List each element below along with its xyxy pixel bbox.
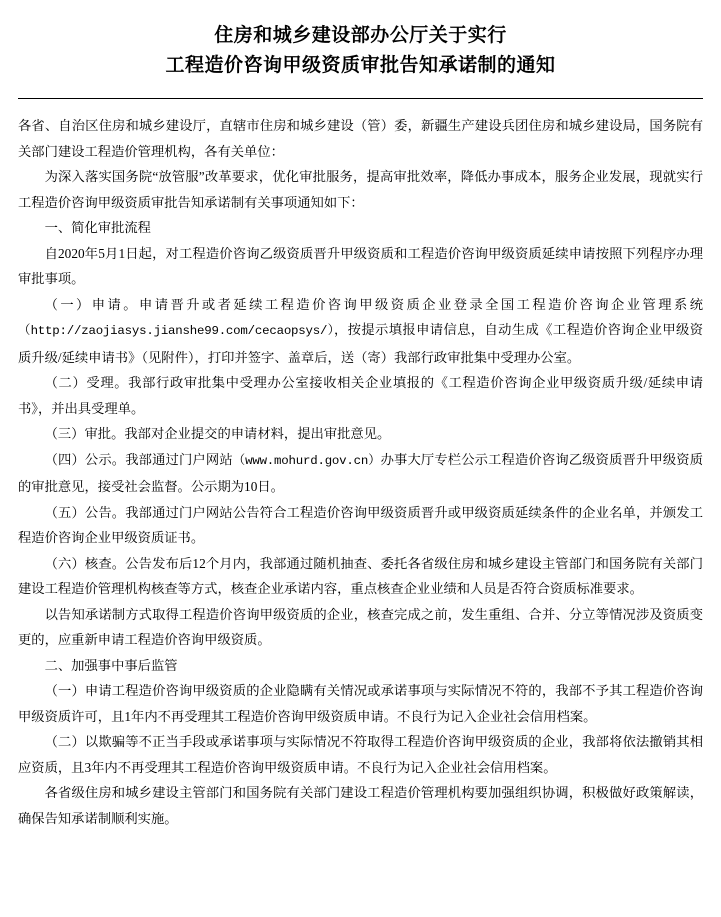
item-4-url: （www.mohurd.gov.cn） (232, 453, 381, 468)
heading-section-one: 一、简化审批流程 (44, 220, 151, 235)
paragraph-closing: 各省级住房和城乡建设主管部门和国务院有关部门建设工程造价管理机构要加强组织协调，积极做好政策解读，确保告知承诺制顺利实施。 (18, 785, 703, 826)
paragraph-item-6: （六）核查。公告发布后12个月内，我部通过随机抽查、委托各省级住房和城乡建设主管部门和国务院有关部门建设工程造价管理机构核查等方式，核查企业承诺内容，重点核查企业业绩和人员是否符合资质标准要求。 (18, 555, 703, 596)
item-4-text-after: 办事大厅专栏公示工程造价咨询乙级资质晋升甲级资质的审批意见，接受社会监督。公示期为10日。 (18, 451, 704, 494)
paragraph-item-1 (18, 292, 703, 371)
paragraph-item-5: （五）公告。我部通过门户网站公告符合工程造价咨询甲级资质晋升或甲级资质延续条件的企业名单，并颁发工程造价咨询企业甲级资质证书。 (18, 504, 703, 545)
page-title (18, 20, 703, 80)
paragraph-preamble: 为深入落实国务院“放管服”改革要求，优化审批服务，提高审批效率，降低办事成本，服务企业发展，现就实行工程造价咨询甲级资质审批告知承诺制有关事项通知如下： (18, 169, 703, 210)
paragraph-reorganization: 以告知承诺制方式取得工程造价咨询甲级资质的企业，核查完成之前，发生重组、合并、分立等情况涉及资质变更的，应重新申请工程造价咨询甲级资质。 (18, 606, 703, 647)
item-1-text-after: ，按提示填报申请信息，自动生成《工程造价咨询企业甲级资质升级/延续申请书》（见附件），打印并签字、盖章后，送（寄）我部行政审批集中受理办公室。 (18, 322, 704, 365)
title-divider (18, 98, 703, 99)
paragraph-section-two-item-1: （一）申请工程造价咨询甲级资质的企业隐瞒有关情况或承诺事项与实际情况不符的，我部不予其工程造价咨询甲级资质许可，且1年内不再受理其工程造价咨询甲级资质申请。不良行为记入企业社会信用档案。 (18, 683, 703, 724)
document-body (18, 113, 703, 831)
item-1-url: （http://zaojiasys.jianshe99.com/cecaopsys/） (18, 324, 334, 338)
item-4-text-before: （四）公示。我部通过门户网站 (44, 451, 233, 467)
paragraph-addressee: 各省、自治区住房和城乡建设厅，直辖市住房和城乡建设（管）委，新疆生产建设兵团住房和城乡建设局，国务院有关部门建设工程造价管理机构，各有关单位： (18, 118, 703, 159)
paragraph-item-2: （二）受理。我部行政审批集中受理办公室接收相关企业填报的《工程造价咨询企业甲级资质升级/延续申请书》，并出具受理单。 (18, 375, 703, 416)
item-1-text-before: （一）申请。申请晋升或者延续工程造价咨询甲级资质企业登录全国工程造价咨询企业管理系统 (44, 296, 703, 312)
paragraph-section-one-intro: 自2020年5月1日起，对工程造价咨询乙级资质晋升甲级资质和工程造价咨询甲级资质延续申请按照下列程序办理审批事项。 (18, 245, 703, 286)
paragraph-item-3: （三）审批。我部对企业提交的申请材料，提出审批意见。 (44, 426, 391, 441)
heading-section-two: 二、加强事中事后监管 (44, 657, 178, 673)
title-line-1: 住房和城乡建设部办公厅关于实行 (214, 24, 507, 46)
title-line-2: 工程造价咨询甲级资质审批告知承诺制的通知 (165, 54, 556, 76)
paragraph-item-4 (18, 447, 703, 500)
paragraph-section-two-item-2: （二）以欺骗等不正当手段或承诺事项与实际情况不符取得工程造价咨询甲级资质的企业，我部将依法撤销其相应资质，且3年内不再受理其工程造价咨询甲级资质申请。不良行为记入企业社会信用档案。 (18, 734, 703, 775)
